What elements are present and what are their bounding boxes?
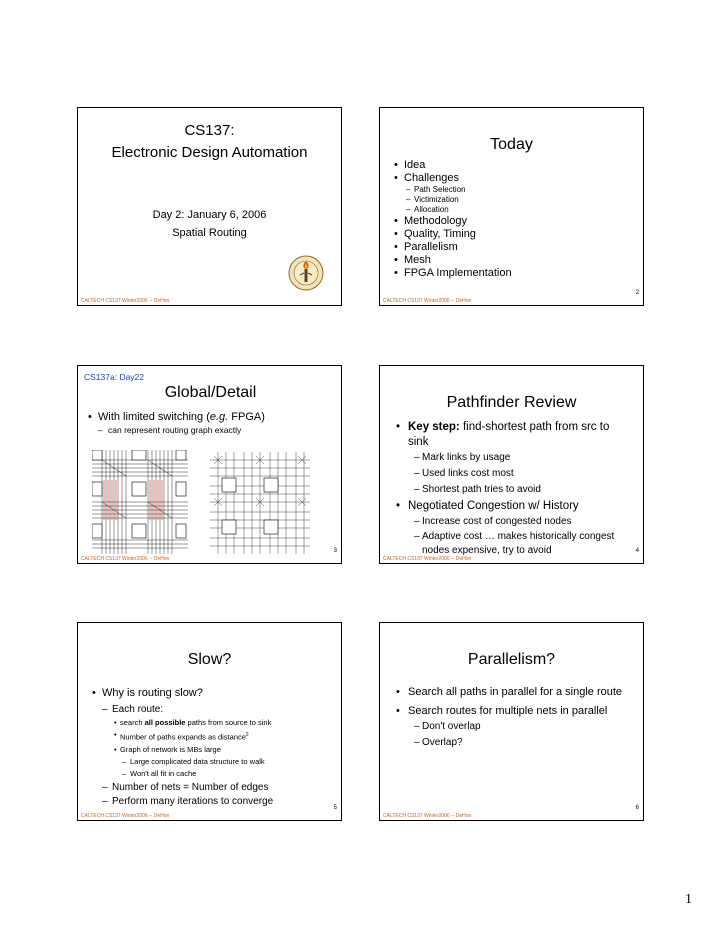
slide-1-title-line1: CS137: xyxy=(184,122,235,139)
slide-1-subtitle: Spatial Routing xyxy=(172,227,247,239)
slide-5-number: 5 xyxy=(333,805,337,811)
list-item: – Won't all fit in cache xyxy=(88,768,338,780)
list-item: • Search routes for multiple nets in parallel xyxy=(390,704,630,719)
list-item: – can represent routing graph exactly xyxy=(84,424,265,437)
page-number: 1 xyxy=(685,892,692,907)
list-item: • Challenges xyxy=(390,172,512,185)
list-item: – Used links cost most xyxy=(390,466,630,482)
key-step-text: find-shortest path from src to sink xyxy=(408,421,610,448)
list-item: • Idea xyxy=(390,159,512,172)
list-item: – Number of nets = Number of edges xyxy=(88,780,338,795)
list-item: • Parallelism xyxy=(390,241,512,254)
slide-3-number: 3 xyxy=(333,548,337,554)
slide-2-title: Today xyxy=(490,136,533,153)
list-item xyxy=(390,420,630,450)
list-item: • Mesh xyxy=(390,254,512,267)
list-item xyxy=(88,729,338,744)
list-item xyxy=(88,717,338,729)
slide-4-title: Pathfinder Review xyxy=(446,394,577,411)
list-item: • Why is routing slow? xyxy=(88,685,338,702)
list-item: • FPGA Implementation xyxy=(390,267,512,280)
expands-sup: 2 xyxy=(245,732,249,738)
slide-2-number: 2 xyxy=(635,290,639,296)
slide-2-footer: CALTECH CS137 Winter2006 -- DeHon xyxy=(383,298,472,304)
slide-3 xyxy=(77,365,342,564)
list-item: • Search all paths in parallel for a single route xyxy=(390,685,630,700)
search-text: paths from source to sink xyxy=(185,718,272,727)
bullet-text: FPGA) xyxy=(228,411,265,423)
list-item: – Allocation xyxy=(390,205,512,215)
routing-graph-figure xyxy=(92,450,188,554)
search-bold: all possible xyxy=(144,718,186,727)
caltech-seal-icon xyxy=(288,255,324,291)
slide-1-date: Day 2: January 6, 2006 xyxy=(152,209,267,221)
slide-2-list xyxy=(390,159,512,280)
bullet-em: e.g. xyxy=(209,411,229,423)
slide-6-footer: CALTECH CS137 Winter2006 -- DeHon xyxy=(383,813,472,819)
slide-4-list xyxy=(390,420,630,558)
list-item: – Shortest path tries to avoid xyxy=(390,482,630,498)
list-item: – Large complicated data structure to walk xyxy=(88,756,338,768)
list-item: • Methodology xyxy=(390,215,512,228)
list-item xyxy=(84,411,265,424)
slide-1-title-line2: Electronic Design Automation xyxy=(111,144,308,161)
slide-6-list xyxy=(390,685,630,751)
list-item: • Graph of network is MBs large xyxy=(88,744,338,756)
slide-4 xyxy=(379,365,644,564)
slide-6 xyxy=(379,622,644,821)
slide-6-number: 6 xyxy=(635,805,639,811)
list-item: – Mark links by usage xyxy=(390,450,630,466)
slide-1-footer: CALTECH CS137 Winter2006 -- DeHon xyxy=(81,298,170,304)
slide-4-number: 4 xyxy=(635,548,639,554)
list-item: • Quality, Timing xyxy=(390,228,512,241)
list-item: – Each route: xyxy=(88,702,338,717)
slide-2 xyxy=(379,107,644,306)
list-item: – Don't overlap xyxy=(390,719,630,735)
slide-5 xyxy=(77,622,342,821)
expands-text: Number of paths expands as distance xyxy=(120,732,246,742)
key-step-label: Key step: xyxy=(408,421,460,433)
list-item: – Victimization xyxy=(390,195,512,205)
list-item: – Adaptive cost … makes historically congest nodes expensive, try to avoid xyxy=(390,530,630,558)
slide-5-title: Slow? xyxy=(187,651,232,668)
slide-5-footer: CALTECH CS137 Winter2006 -- DeHon xyxy=(81,813,170,819)
slide-3-footer: CALTECH CS137 Winter2006 -- DeHon xyxy=(81,556,170,562)
list-item: • Negotiated Congestion w/ History xyxy=(390,498,630,514)
detailed-routing-figure xyxy=(210,452,310,554)
list-item: – Overlap? xyxy=(390,735,630,751)
slide-3-list xyxy=(84,411,265,437)
bullet-text: With limited switching ( xyxy=(98,411,210,423)
slide-3-title: Global/Detail xyxy=(164,384,257,401)
slide-4-footer: CALTECH CS137 Winter2006 -- DeHon xyxy=(383,556,472,562)
list-item: – Increase cost of congested nodes xyxy=(390,514,630,530)
list-item: – Path Selection xyxy=(390,185,512,195)
search-text: search xyxy=(120,718,145,727)
slide-6-title: Parallelism? xyxy=(467,651,556,668)
slide-5-list xyxy=(88,685,338,809)
list-item: – Perform many iterations to converge xyxy=(88,795,338,809)
slide-3-header: CS137a: Day22 xyxy=(84,372,145,382)
